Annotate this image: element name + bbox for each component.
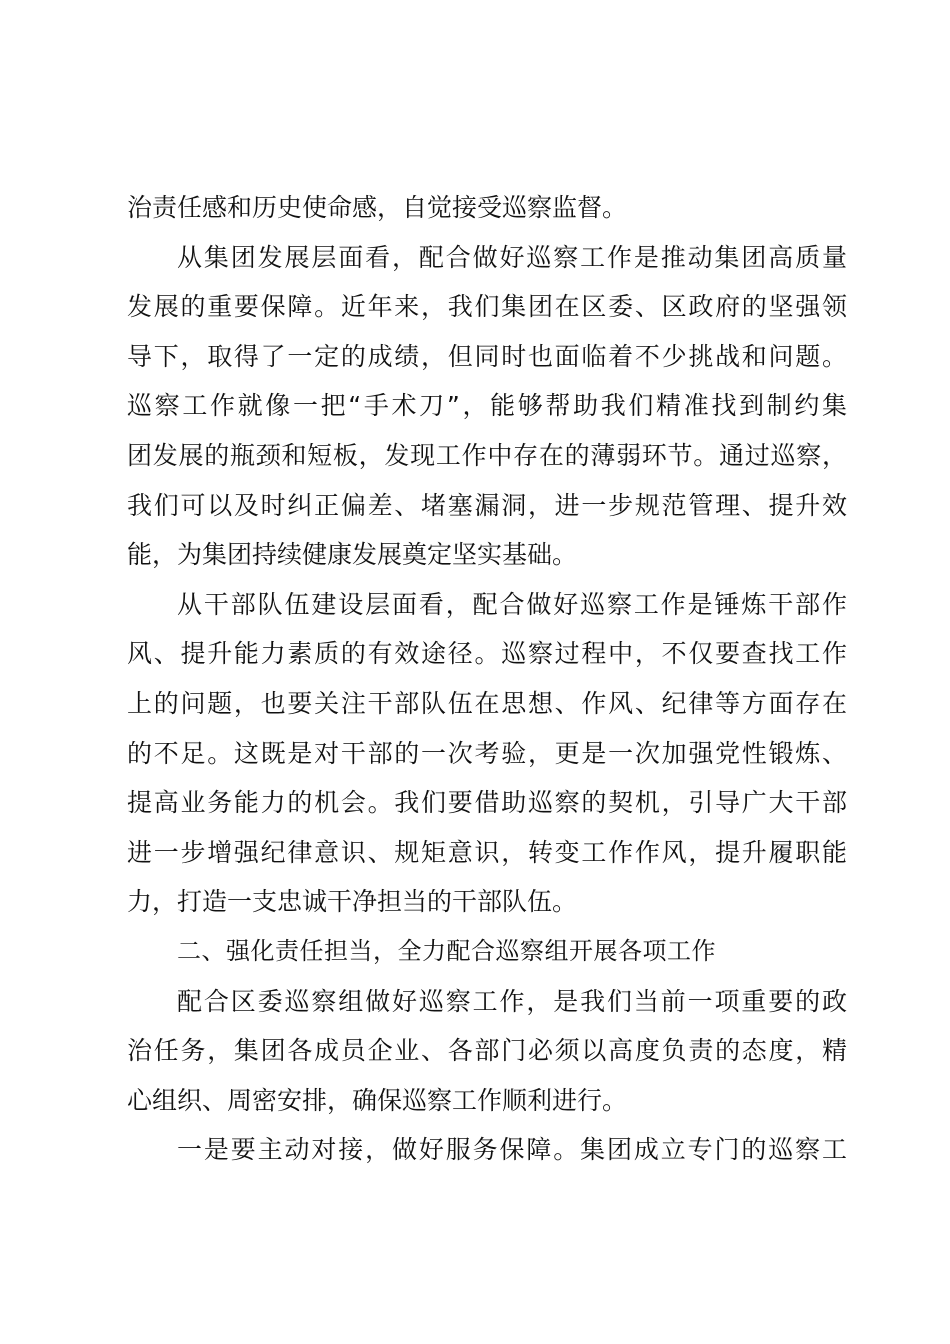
text-line: 巡察工作就像一把“手术刀”，能够帮助我们精准找到制约集 [127, 391, 847, 421]
text-line: 治任务，集团各成员企业、各部门必须以高度负责的态度，精 [127, 1036, 847, 1066]
text-line: 能，为集团持续健康发展奠定坚实基础。 [127, 540, 578, 570]
text-line: 风、提升能力素质的有效途径。巡察过程中，不仅要查找工作 [127, 639, 847, 669]
document-body [127, 183, 847, 1175]
text-line: 提高业务能力的机会。我们要借助巡察的契机，引导广大干部 [127, 788, 847, 818]
text-line: 力，打造一支忠诚干净担当的干部队伍。 [127, 887, 578, 917]
text-line: 进一步增强纪律意识、规矩意识，转变工作作风，提升履职能 [127, 837, 847, 867]
section-heading: 二、强化责任担当，全力配合巡察组开展各项工作 [177, 936, 716, 965]
paragraph-first-line: 从集团发展层面看，配合做好巡察工作是推动集团高质量 [177, 242, 847, 272]
text-line: 导下，取得了一定的成绩，但同时也面临着不少挑战和问题。 [127, 341, 847, 371]
text-line: 我们可以及时纠正偏差、堵塞漏洞，进一步规范管理、提升效 [127, 490, 847, 520]
paragraph-first-line: 一是要主动对接，做好服务保障。集团成立专门的巡察工 [177, 1135, 847, 1165]
text-line: 上的问题，也要关注干部队伍在思想、作风、纪律等方面存在 [127, 688, 847, 718]
text-line: 治责任感和历史使命感，自觉接受巡察监督。 [127, 193, 628, 222]
text-line: 的不足。这既是对干部的一次考验，更是一次加强党性锻炼、 [127, 738, 847, 768]
text-line: 发展的重要保障。近年来，我们集团在区委、区政府的坚强领 [127, 292, 847, 322]
text-line: 心组织、周密安排，确保巡察工作顺利进行。 [127, 1085, 628, 1115]
text-line: 团发展的瓶颈和短板，发现工作中存在的薄弱环节。通过巡察， [127, 440, 847, 470]
paragraph-first-line: 配合区委巡察组做好巡察工作，是我们当前一项重要的政 [177, 986, 847, 1016]
paragraph-first-line: 从干部队伍建设层面看，配合做好巡察工作是锤炼干部作 [177, 589, 847, 619]
